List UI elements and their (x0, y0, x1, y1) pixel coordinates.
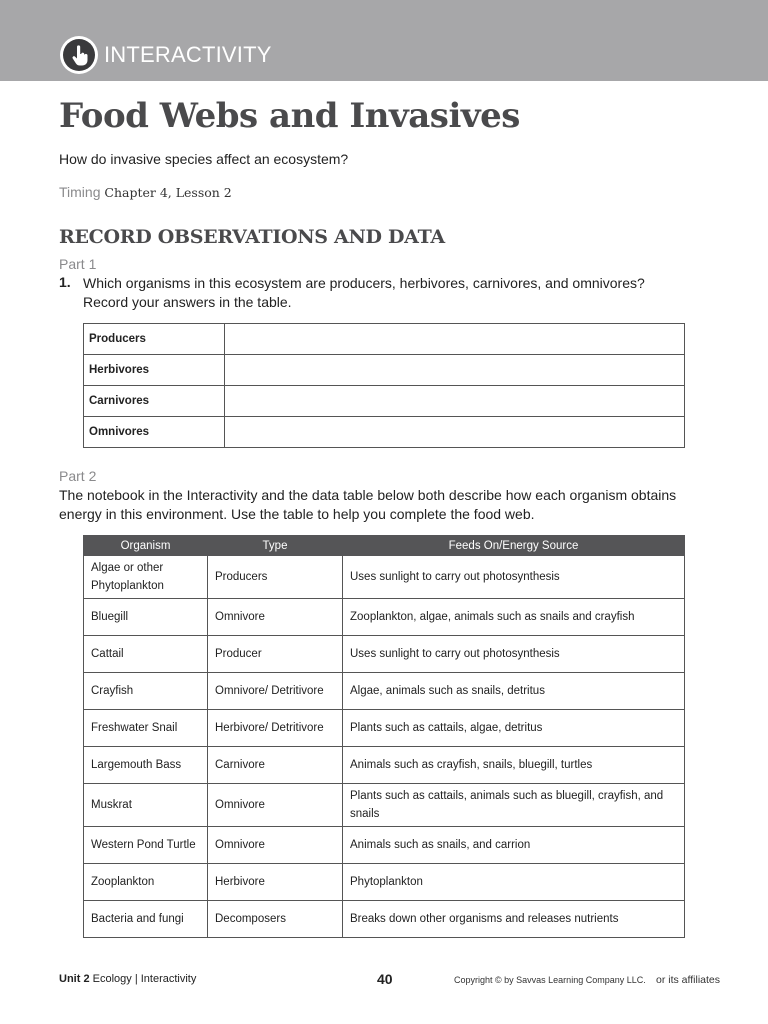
column-header-organism: Organism (84, 536, 208, 556)
timing-line (59, 184, 232, 200)
type-cell: Omnivore (208, 599, 343, 636)
organism-cell: Bacteria and fungi (84, 901, 208, 938)
column-header-type: Type (208, 536, 343, 556)
copyright-affiliates: or its affiliates (656, 974, 720, 986)
type-cell: Producers (208, 556, 343, 599)
feeds-on-cell: Zooplankton, algae, animals such as snails and crayfish (343, 599, 685, 636)
type-cell: Omnivore (208, 784, 343, 827)
row-label: Producers (84, 324, 225, 355)
table-row (84, 864, 685, 901)
footer-course: Ecology | Interactivity (92, 973, 197, 985)
table-row (84, 673, 685, 710)
part2-label: Part 2 (59, 468, 97, 484)
table-row (84, 599, 685, 636)
table-row (84, 710, 685, 747)
part1-label: Part 1 (59, 256, 97, 272)
type-cell: Herbivore (208, 864, 343, 901)
guiding-question: How do invasive species affect an ecosystem? (59, 151, 349, 167)
answer-cell[interactable] (225, 417, 685, 448)
table-row (84, 324, 685, 355)
pointer-hand-icon (60, 36, 98, 74)
type-cell: Omnivore/ Detritivore (208, 673, 343, 710)
organism-cell: Cattail (84, 636, 208, 673)
answer-cell[interactable] (225, 386, 685, 417)
answer-cell[interactable] (225, 355, 685, 386)
table-row (84, 784, 685, 827)
feeds-on-cell: Animals such as snails, and carrion (343, 827, 685, 864)
table-row (84, 827, 685, 864)
question-number: 1. (59, 274, 71, 290)
type-cell: Omnivore (208, 827, 343, 864)
type-cell: Herbivore/ Detritivore (208, 710, 343, 747)
timing-label: Timing (59, 184, 101, 200)
feeds-on-cell: Algae, animals such as snails, detritus (343, 673, 685, 710)
feeds-on-cell: Breaks down other organisms and releases nutrients (343, 901, 685, 938)
table-header-row (84, 536, 685, 556)
question-line-1: Which organisms in this ecosystem are producers, herbivores, carnivores, and omnivores? (83, 275, 645, 291)
type-cell: Carnivore (208, 747, 343, 784)
section-heading: RECORD OBSERVATIONS AND DATA (59, 226, 445, 248)
page-title: Food Webs and Invasives (59, 96, 520, 136)
timing-value: Chapter 4, Lesson 2 (104, 185, 232, 200)
banner-label: INTERACTIVITY (104, 42, 272, 67)
part2-instructions: The notebook in the Interactivity and the data table below both describe how each organism obtains energy in this environment. Use the table to help you complete the food web. (59, 487, 677, 522)
organism-cell: Algae or other Phytoplankton (84, 556, 208, 599)
feeds-on-cell: Plants such as cattails, algae, detritus (343, 710, 685, 747)
feeds-on-cell: Uses sunlight to carry out photosynthesis (343, 636, 685, 673)
page-number: 40 (377, 971, 393, 987)
type-cell: Decomposers (208, 901, 343, 938)
organism-cell: Muskrat (84, 784, 208, 827)
answer-cell[interactable] (225, 324, 685, 355)
header-banner (0, 0, 768, 81)
organism-cell: Zooplankton (84, 864, 208, 901)
type-cell: Producer (208, 636, 343, 673)
question-text (83, 274, 683, 312)
table-row (84, 417, 685, 448)
table-row (84, 355, 685, 386)
table-row (84, 636, 685, 673)
question-line-2: Record your answers in the table. (83, 294, 292, 310)
organism-cell: Bluegill (84, 599, 208, 636)
organism-cell: Largemouth Bass (84, 747, 208, 784)
table-row (84, 556, 685, 599)
column-header-feeds-on: Feeds On/Energy Source (343, 536, 685, 556)
feeds-on-cell: Uses sunlight to carry out photosynthesis (343, 556, 685, 599)
row-label: Omnivores (84, 417, 225, 448)
answer-table (83, 323, 685, 448)
row-label: Carnivores (84, 386, 225, 417)
table-row (84, 747, 685, 784)
table-row (84, 386, 685, 417)
copyright-text: Copyright © by Savvas Learning Company LLC. (454, 975, 646, 985)
organism-data-table (83, 535, 685, 938)
footer-unit-label: Unit 2 (59, 973, 90, 985)
footer-unit (59, 973, 196, 985)
organism-cell: Crayfish (84, 673, 208, 710)
row-label: Herbivores (84, 355, 225, 386)
feeds-on-cell: Animals such as crayfish, snails, bluegill, turtles (343, 747, 685, 784)
organism-cell: Freshwater Snail (84, 710, 208, 747)
organism-cell: Western Pond Turtle (84, 827, 208, 864)
feeds-on-cell: Plants such as cattails, animals such as bluegill, crayfish, and snails (343, 784, 685, 827)
feeds-on-cell: Phytoplankton (343, 864, 685, 901)
table-row (84, 901, 685, 938)
